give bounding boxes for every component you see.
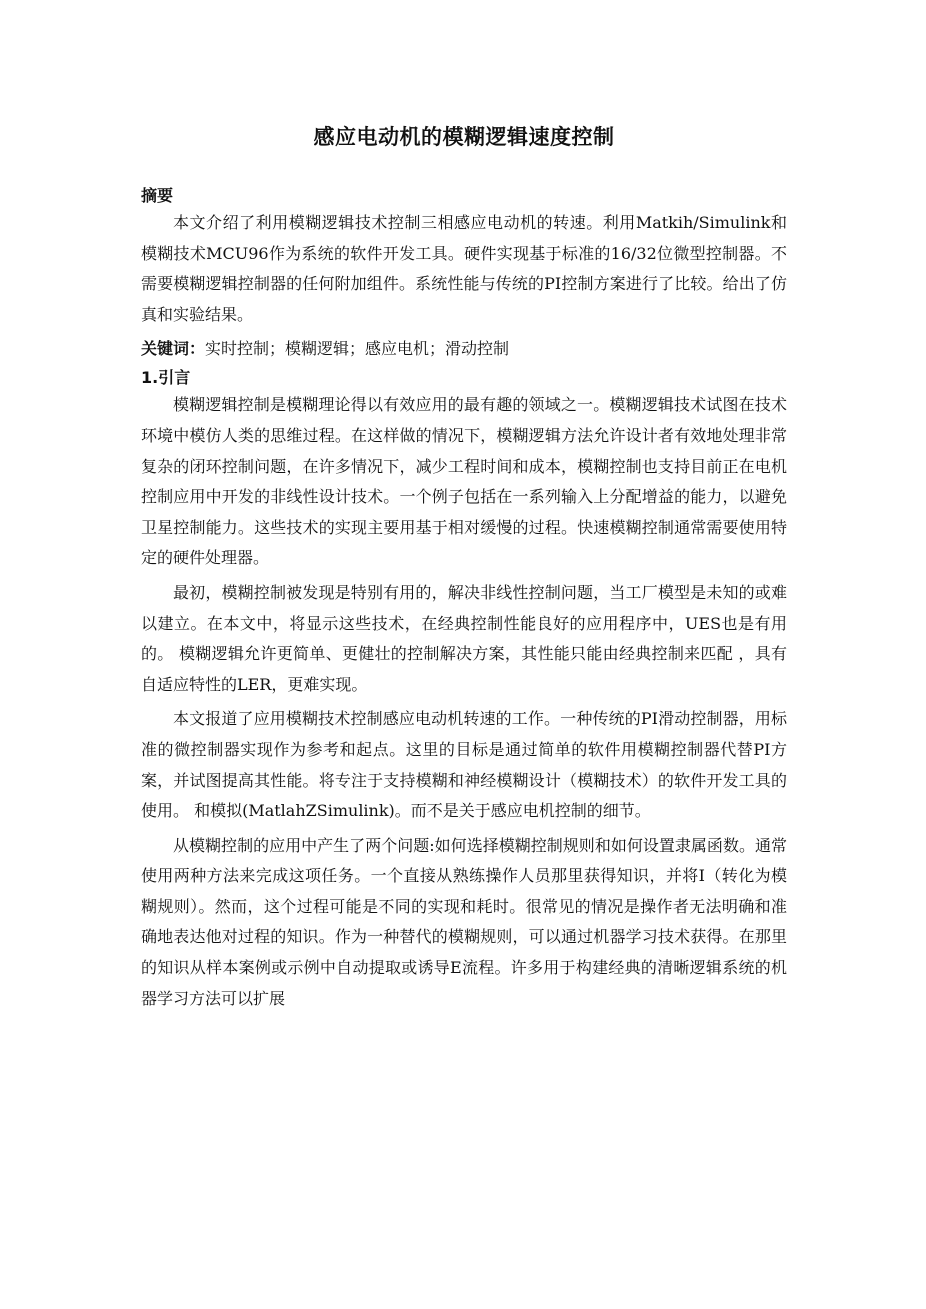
abstract-heading: 摘要: [141, 186, 174, 205]
intro-paragraph-2: 最初，模糊控制被发现是特别有用的，解决非线性控制问题，当工厂模型是未知的或难以建立。在本文中，将显示这些技术，在经典控制性能良好的应用程序中，UES也是有用的。 模糊逻辑允许更简单、更健壮的控制解决方案，其性能只能由经典控制来匹配 ，具有自适应特性的LER，更难实现。: [141, 582, 787, 694]
intro-paragraph-4: 从模糊控制的应用中产生了两个问题:如何选择模糊控制规则和如何设置隶属函数。通常使用两种方法来完成这项任务。一个直接从熟练操作人员那里获得知识，并将I（转化为模糊规则）。然而，这个过程可能是不同的实现和耗时。很常见的情况是操作者无法明确和准确地表达他对过程的知识。作为一种替代的模糊规则，可以通过机器学习技术获得。在那里的知识从样本案例或示例中自动提取或诱导E流程。许多用于构建经典的清晰逻辑系统的机器学习方法可以扩展: [141, 835, 787, 1008]
intro-paragraph-3: 本文报道了应用模糊技术控制感应电动机转速的工作。一种传统的PI滑动控制器，用标准的微控制器实现作为参考和起点。这里的目标是通过简单的软件用模糊控制器代替PI方案，并试图提高其性能。将专注于支持模糊和神经模糊设计（模糊技术）的软件开发工具的使用。 和模拟(MatlahZSimulink)。而不是关于感应电机控制的细节。: [141, 709, 787, 821]
document-page: [141, 122, 787, 1014]
keywords-line: [141, 334, 787, 364]
keywords-label: 关键词：: [141, 339, 206, 359]
document-title: 感应电动机的模糊逻辑速度控制: [313, 125, 615, 149]
intro-paragraph-1: 模糊逻辑控制是模糊理论得以有效应用的最有趣的领域之一。模糊逻辑技术试图在技术环境中模仿人类的思维过程。在这样做的情况下，模糊逻辑方法允许设计者有效地处理非常复杂的闭环控制问题，在许多情况下，减少工程时间和成本，模糊控制也支持目前正在电机控制应用中开发的非线性设计技术。一个例子包括在一系列输入上分配增益的能力，以避免卫星控制能力。这些技术的实现主要用基于相对缓慢的过程。快速模糊控制通常需要使用特定的硬件处理器。: [141, 395, 787, 568]
keywords-text: 实时控制；模糊逻辑；感应电机；滑动控制: [205, 339, 510, 359]
abstract-text: 本文介绍了利用模糊逻辑技术控制三相感应电动机的转速。利用Matkih/Simulink和模糊技术MCU96作为系统的软件开发工具。硬件实现基于标准的16/32位微型控制器。不需要模糊逻辑控制器的任何附加组件。系统性能与传统的PI控制方案进行了比较。给出了仿真和实验结果。: [141, 213, 787, 324]
section-heading-introduction: 1.引言: [141, 368, 191, 388]
